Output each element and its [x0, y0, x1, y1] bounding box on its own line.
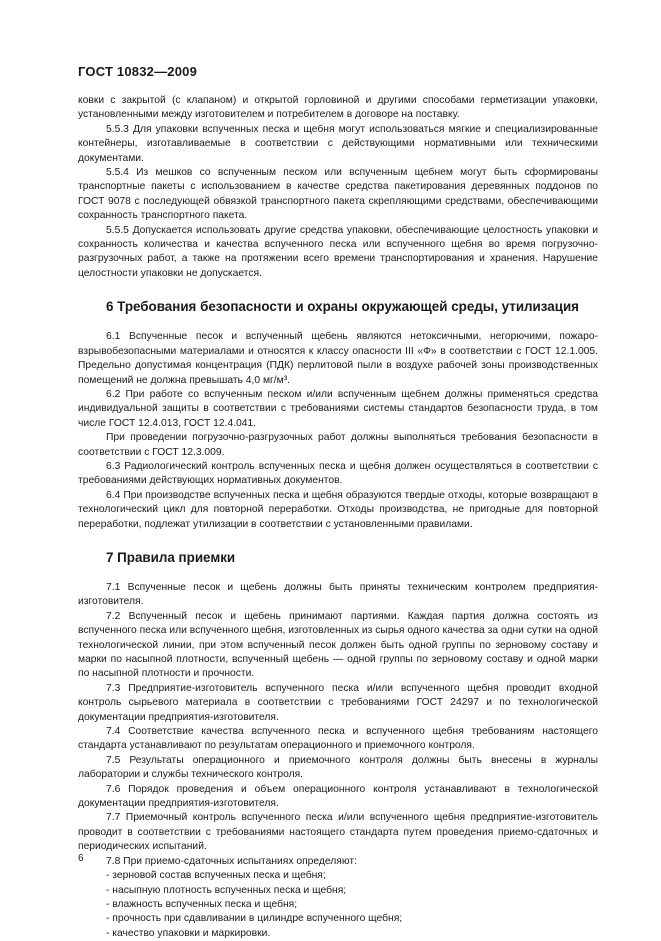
paragraph-7-5: 7.5 Результаты операционного и приемочного контроля должны быть внесены в журналы лаборатории и службы технического контроля.: [78, 754, 598, 781]
paragraph-7-2: 7.2 Вспученный песок и щебень принимают партиями. Каждая партия должна состоять из вспученного песка или вспученного щебня, изготовленных из сырья одного качества за одни сутки на одной технологической линии, при этом вспученный песок должен быть одной группы по зерновому составу и марки по насыпной плотности, вспученный щебень — одной группы по зерновому составу и одной марки по насыпной плотности и прочности.: [78, 610, 598, 680]
section-6-heading: 6 Требования безопасности и охраны окружающей среды, утилизация: [106, 299, 579, 315]
section-7-heading: 7 Правила приемки: [106, 549, 236, 565]
paragraph-7-7: 7.7 Приемочный контроль вспученного песка и/или вспученного щебня предприятие-изготовитель проводит в соответствии с требованиями настоящего стандарта путем проведения приемо-сдаточных и периодических испытаний.: [78, 812, 598, 853]
paragraph-7-6: 7.6 Порядок проведения и объем операционного контроля устанавливают в технологической документации предприятия-изготовителя.: [78, 783, 598, 810]
paragraph-7-8: 7.8 При приемо-сдаточных испытаниях определяют:: [106, 855, 357, 867]
document-body: [78, 94, 598, 941]
page-number: 6: [78, 853, 84, 864]
paragraph-7-4: 7.4 Соответствие качества вспученного песка и вспученного щебня требованиям настоящего стандарта устанавливают по результатам операционного и приемочного контроля.: [78, 726, 598, 752]
paragraph-6-4: 6.4 При производстве вспученных песка и щебня образуются твердые отходы, которые возвращают в технологический цикл для повторной переработки. Отходы производства, не пригодные для повторной переработки, подлежат утилизации в соответствии с установленными правилами.: [78, 489, 598, 530]
list-item: - качество упаковки и маркировки.: [106, 927, 271, 939]
paragraph-7-3: 7.3 Предприятие-изготовитель вспученного песка и/или вспученного щебня проводит входной контроль сырьевого материала в соответствии с требованиями ГОСТ 24297 и по технологической документации предприятия-изготовителя.: [78, 682, 598, 723]
list-item: - прочность при сдавливании в цилиндре вспученного щебня;: [106, 913, 403, 925]
paragraph-5-5-2-continued: ковки с закрытой (с клапаном) и открытой горловиной и другими способами герметизации упаковки, установленными между изготовителем и потребителем в договоре на поставку.: [78, 95, 598, 121]
paragraph-6-2-b: При проведении погрузочно-разгрузочных работ должны выполняться требования безопасности в соответствии с ГОСТ 12.3.009.: [78, 432, 598, 458]
paragraph-5-5-5: 5.5.5 Допускается использовать другие средства упаковки, обеспечивающие целостность упаковки и сохранность количества и качества вспученного песка или вспученного щебня во время погрузочно-разгрузочных работ, а также на протяжении всего времени транспортирования и хранения. Нарушение целостности упаковки не допускается.: [78, 224, 598, 279]
list-item: - насыпную плотность вспученных песка и щебня;: [106, 884, 347, 896]
document-header: ГОСТ 10832—2009: [78, 64, 197, 79]
paragraph-5-5-4: 5.5.4 Из мешков со вспученным песком или вспученным щебнем могут быть сформированы транспортные пакеты с использованием в качестве средства пакетирования деревянных поддонов по ГОСТ 9078 с последующей обвязкой транспортного пакета скрепляющими средствами, обеспечивающими сохранность транспортного пакета.: [78, 167, 598, 222]
list-item: - зерновой состав вспученных песка и щебня;: [106, 870, 326, 882]
paragraph-6-2: 6.2 При работе со вспученным песком и/или вспученным щебнем должны применяться средства индивидуальной защиты в соответствии с требованиями системы стандартов безопасности труда, в том числе ГОСТ 12.4.013, ГОСТ 12.4.041.: [78, 388, 598, 429]
paragraph-6-3: 6.3 Радиологический контроль вспученных песка и щебня должен осуществляться в соответствии с требованиями действующих нормативных документов.: [78, 460, 598, 487]
paragraph-6-1: 6.1 Вспученные песок и вспученный щебень являются нетоксичными, негорючими, пожаро-взрывобезопасными материалами и относятся к классу опасности III «Ф» в соответствии с ГОСТ 12.1.005. Предельно допустимая концентрация (ПДК) перлитовой пыли в воздухе рабочей зоны производственных помещений не должна превышать 4,0 мг/м³.: [78, 331, 598, 386]
paragraph-5-5-3: 5.5.3 Для упаковки вспученных песка и щебня могут использоваться мягкие и специализированные контейнеры, изготавливаемые в соответствии с действующими нормативными или техническими документами.: [78, 123, 598, 164]
list-item: - влажность вспученных песка и щебня;: [106, 898, 298, 910]
paragraph-7-1: 7.1 Вспученные песок и щебень должны быть приняты техническим контролем предприятия-изготовителя.: [78, 581, 598, 608]
